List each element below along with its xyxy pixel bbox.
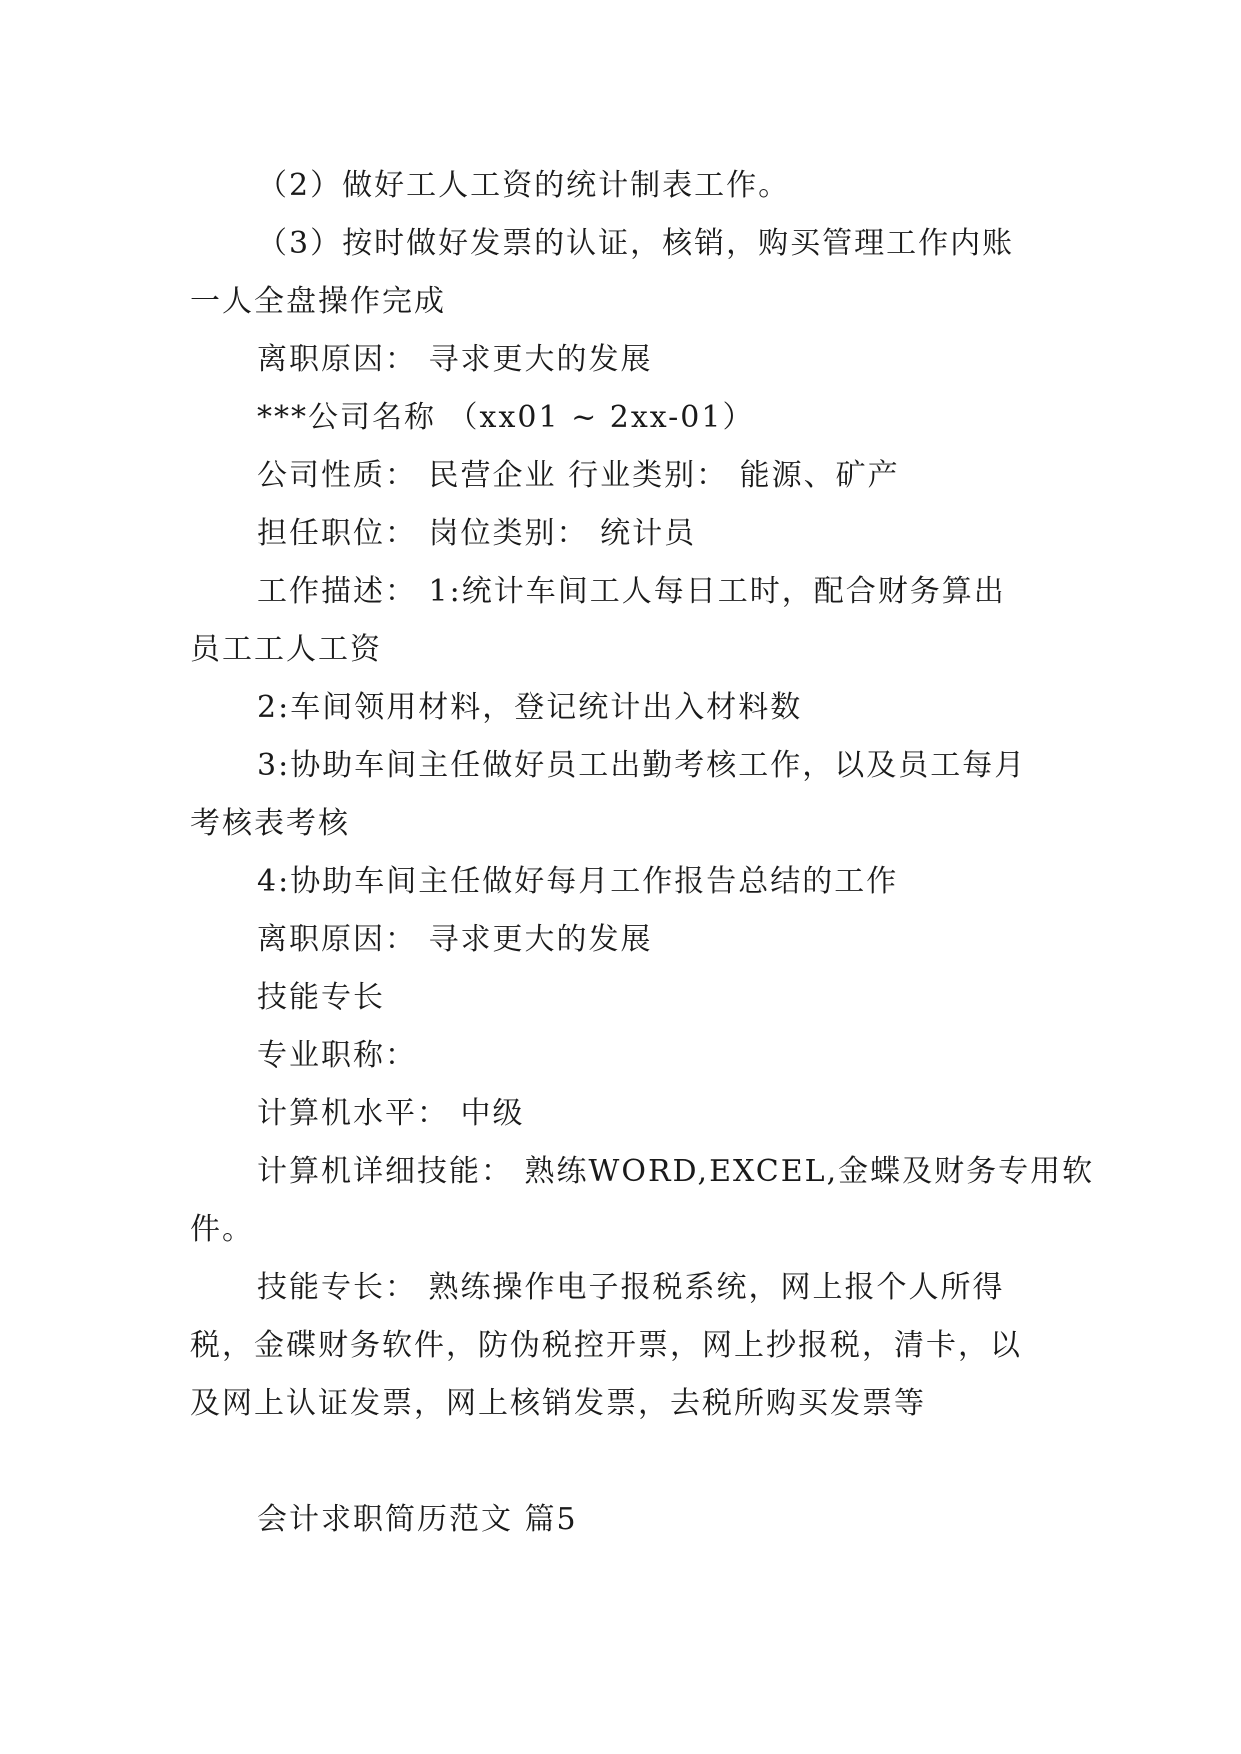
text-line: （3）按时做好发票的认证，核销，购买管理工作内账 bbox=[257, 226, 1015, 261]
text-line: 离职原因： 寻求更大的发展 bbox=[257, 342, 653, 377]
text-line: 考核表考核 bbox=[190, 806, 350, 841]
text-line: 3:协助车间主任做好员工出勤考核工作，以及员工每月 bbox=[257, 748, 1027, 783]
text-line: 4:协助车间主任做好每月工作报告总结的工作 bbox=[257, 864, 899, 899]
text-line: 担任职位： 岗位类别： 统计员 bbox=[257, 516, 697, 551]
text-line: 2:车间领用材料，登记统计出入材料数 bbox=[257, 690, 803, 725]
section-heading: 会计求职简历范文 篇5 bbox=[257, 1502, 578, 1537]
text-line: 及网上认证发票，网上核销发票，去税所购买发票等 bbox=[190, 1386, 926, 1421]
text-line: 工作描述： 1:统计车间工人每日工时，配合财务算出 bbox=[257, 574, 1006, 609]
text-line: 公司性质： 民营企业 行业类别： 能源、矿产 bbox=[257, 458, 900, 493]
text-line: 计算机详细技能： 熟练WORD,EXCEL,金蝶及财务专用软 bbox=[257, 1154, 1095, 1189]
text-line: 计算机水平： 中级 bbox=[257, 1096, 525, 1131]
text-line: 离职原因： 寻求更大的发展 bbox=[257, 922, 653, 957]
text-line: 员工工人工资 bbox=[190, 632, 382, 667]
text-line: 一人全盘操作完成 bbox=[190, 284, 446, 319]
text-line: 件。 bbox=[190, 1212, 254, 1247]
text-line: 技能专长 bbox=[257, 980, 385, 1015]
text-line: 技能专长： 熟练操作电子报税系统，网上报个人所得 bbox=[257, 1270, 1005, 1305]
text-line: 税，金碟财务软件，防伪税控开票，网上抄报税，清卡，以 bbox=[190, 1328, 1022, 1363]
text-line: （2）做好工人工资的统计制表工作。 bbox=[257, 168, 791, 203]
text-line: 专业职称： bbox=[257, 1038, 417, 1073]
text-line: ***公司名称 （xx01 ~ 2xx-01） bbox=[257, 400, 755, 435]
